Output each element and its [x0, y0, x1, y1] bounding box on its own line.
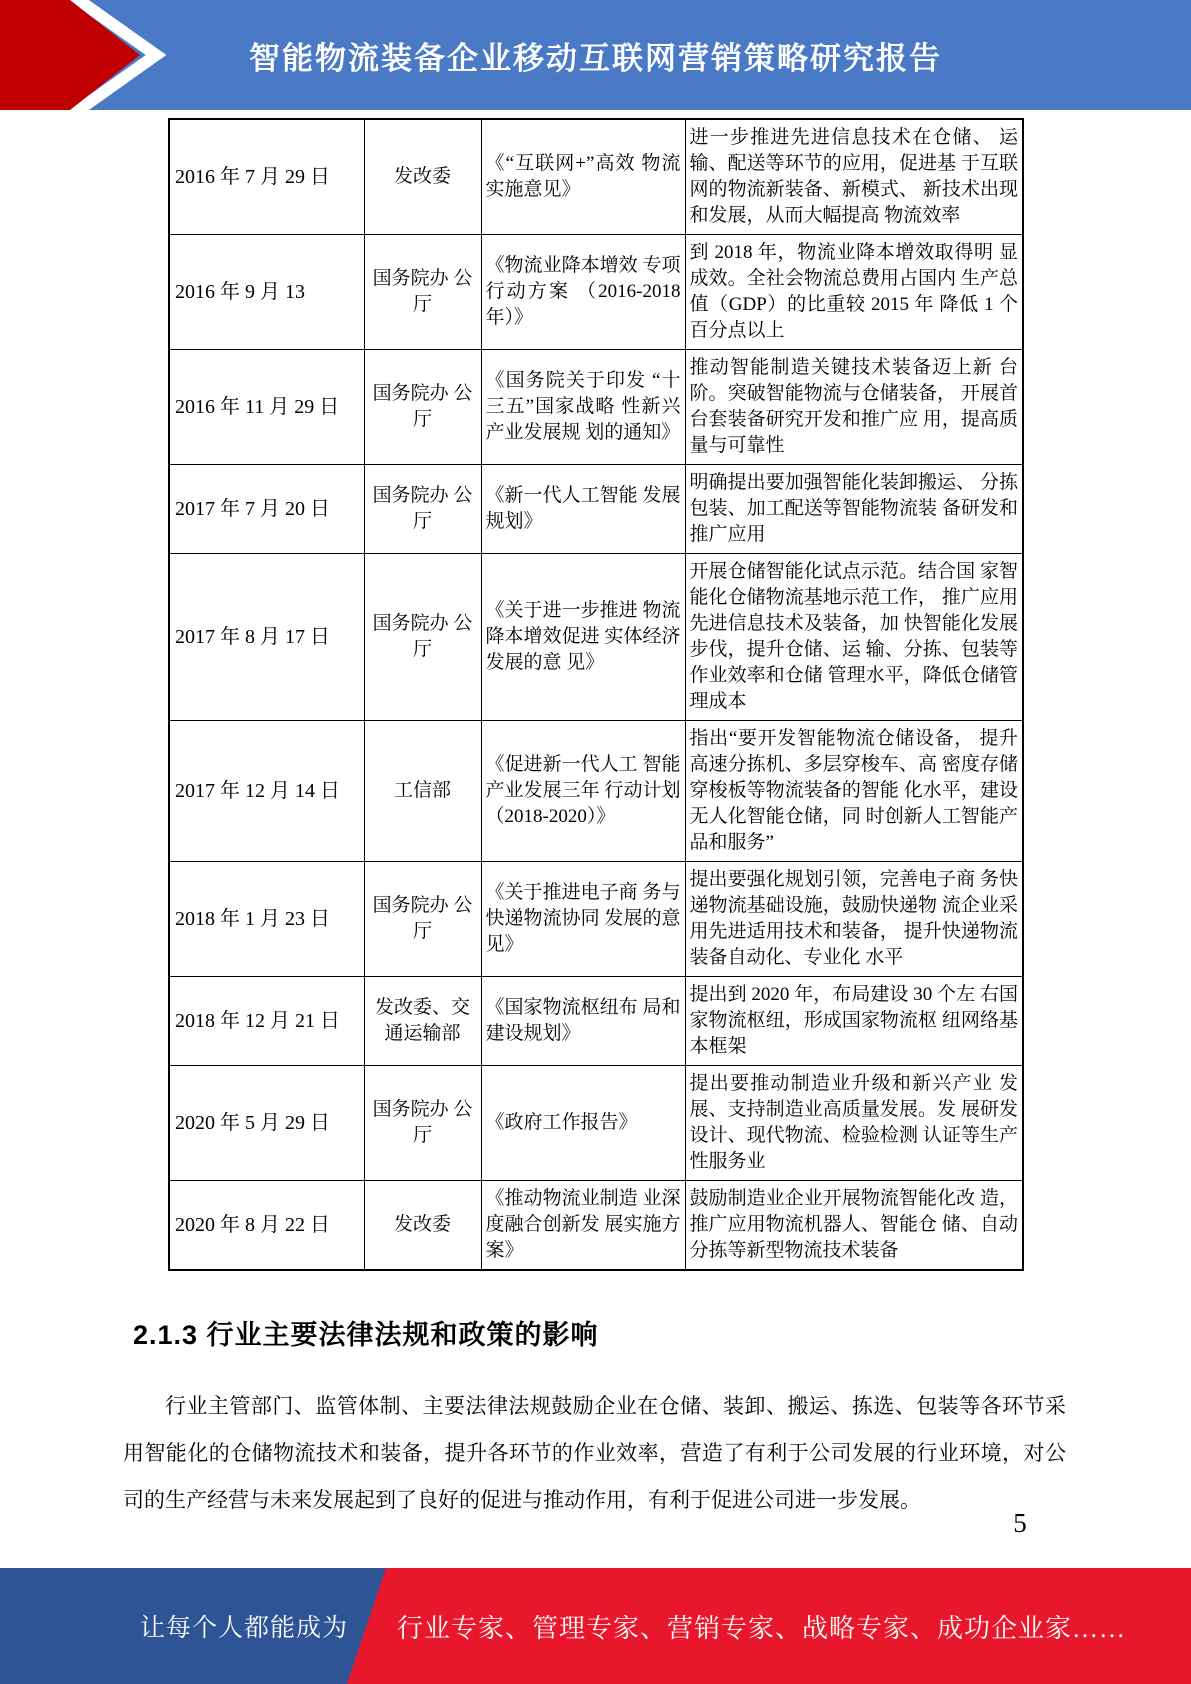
page-number: 5 — [1013, 1508, 1027, 1538]
cell-policy: 《关于推进电子商 务与快递物流协同 发展的意见》 — [481, 862, 685, 977]
cell-date: 2017 年 12 月 14 日 — [169, 721, 364, 862]
table-row — [169, 1066, 1023, 1181]
cell-content: 提出要强化规划引领，完善电子商 务快递物流基础设施，鼓励快递物 流企业采用先进适用技术和装备， 提升快递物流装备自动化、专业化 水平 — [685, 862, 1023, 977]
cell-agency: 国务院办 公厅 — [364, 235, 481, 350]
table-row — [169, 465, 1023, 554]
cell-date: 2018 年 12 月 21 日 — [169, 977, 364, 1066]
cell-content: 开展仓储智能化试点示范。结合国 家智能化仓储物流基地示范工作， 推广应用先进信息技术及装备，加 快智能化发展步伐，提升仓储、运 输、分拣、包装等作业效率和仓储 管理水平，降低仓储管理成本 — [685, 554, 1023, 721]
table-row — [169, 721, 1023, 862]
cell-content: 推动智能制造关键技术装备迈上新 台阶。突破智能物流与仓储装备， 开展首台套装备研究开发和推广应 用，提高质量与可靠性 — [685, 350, 1023, 465]
table-row — [169, 977, 1023, 1066]
cell-policy: 《物流业降本增效 专项行动方案 （2016-2018 年）》 — [481, 235, 685, 350]
cell-date: 2020 年 5 月 29 日 — [169, 1066, 364, 1181]
cell-policy: 《关于进一步推进 物流降本增效促进 实体经济发展的意 见》 — [481, 554, 685, 721]
cell-agency: 国务院办 公厅 — [364, 350, 481, 465]
cell-content: 到 2018 年，物流业降本增效取得明 显成效。全社会物流总费用占国内 生产总值（GDP）的比重较 2015 年 降低 1 个百分点以上 — [685, 235, 1023, 350]
cell-content: 提出要推动制造业升级和新兴产业 发展、支持制造业高质量发展。发 展研发设计、现代物流、检验检测 认证等生产性服务业 — [685, 1066, 1023, 1181]
cell-policy: 《推动物流业制造 业深度融合创新发 展实施方案》 — [481, 1181, 685, 1271]
cell-date: 2017 年 8 月 17 日 — [169, 554, 364, 721]
table-row — [169, 119, 1023, 235]
cell-date: 2018 年 1 月 23 日 — [169, 862, 364, 977]
cell-policy: 《国家物流枢纽布 局和建设规划》 — [481, 977, 685, 1066]
cell-date: 2016 年 7 月 29 日 — [169, 119, 364, 235]
cell-date: 2020 年 8 月 22 日 — [169, 1181, 364, 1271]
cell-content: 进一步推进先进信息技术在仓储、 运输、配送等环节的应用，促进基 于互联网的物流新装备、新模式、 新技术出现和发展，从而大幅提高 物流效率 — [685, 119, 1023, 235]
cell-agency: 发改委、交 通运输部 — [364, 977, 481, 1066]
footer-slogan-right: 行业专家、管理专家、营销专家、战略专家、成功企业家…… — [397, 1613, 1127, 1643]
cell-agency: 国务院办 公厅 — [364, 554, 481, 721]
cell-policy: 《政府工作报告》 — [481, 1066, 685, 1181]
table-row — [169, 350, 1023, 465]
cell-agency: 发改委 — [364, 119, 481, 235]
cell-content: 鼓励制造业企业开展物流智能化改 造，推广应用物流机器人、智能仓 储、自动分拣等新型物流技术装备 — [685, 1181, 1023, 1271]
cell-agency: 发改委 — [364, 1181, 481, 1271]
cell-policy: 《促进新一代人工 智能产业发展三年 行动计划 （2018-2020）》 — [481, 721, 685, 862]
policy-table — [168, 118, 1024, 1271]
cell-agency: 国务院办 公厅 — [364, 862, 481, 977]
cell-content: 明确提出要加强智能化装卸搬运、 分拣包装、加工配送等智能物流装 备研发和推广应用 — [685, 465, 1023, 554]
cell-date: 2016 年 9 月 13 — [169, 235, 364, 350]
section-heading: 2.1.3 行业主要法律法规和政策的影响 — [133, 1320, 599, 1350]
table-row — [169, 1181, 1023, 1271]
cell-agency: 国务院办 公厅 — [364, 1066, 481, 1181]
cell-agency: 国务院办 公厅 — [364, 465, 481, 554]
cell-date: 2016 年 11 月 29 日 — [169, 350, 364, 465]
cell-content: 提出到 2020 年，布局建设 30 个左 右国家物流枢纽，形成国家物流枢 纽网络基本框架 — [685, 977, 1023, 1066]
table-row — [169, 554, 1023, 721]
cell-date: 2017 年 7 月 20 日 — [169, 465, 364, 554]
table-row — [169, 235, 1023, 350]
cell-content: 指出“要开发智能物流仓储设备， 提升高速分拣机、多层穿梭车、高 密度存储穿梭板等物流装备的智能 化水平，建设无人化智能仓储，同 时创新人工智能产品和服务” — [685, 721, 1023, 862]
table-row — [169, 862, 1023, 977]
cell-policy: 《新一代人工智能 发展规划》 — [481, 465, 685, 554]
footer-band — [0, 1568, 1191, 1684]
cell-policy: 《“互联网+”高效 物流实施意见》 — [481, 119, 685, 235]
body-paragraph: 行业主管部门、监管体制、主要法律法规鼓励企业在仓储、装卸、搬运、拣选、包装等各环节采用智能化的仓储物流技术和装备，提升各环节的作业效率，营造了有利于公司发展的行业环境，对公司的生产经营与未来发展起到了良好的促进与推动作用，有利于促进公司进一步发展。 — [123, 1394, 1066, 1512]
header-banner — [0, 0, 1191, 110]
report-title: 智能物流装备企业移动互联网营销策略研究报告 — [249, 40, 942, 76]
cell-policy: 《国务院关于印发 “十三五”国家战略 性新兴产业发展规 划的通知》 — [481, 350, 685, 465]
footer-slogan-left: 让每个人都能成为 — [140, 1615, 349, 1642]
cell-agency: 工信部 — [364, 721, 481, 862]
